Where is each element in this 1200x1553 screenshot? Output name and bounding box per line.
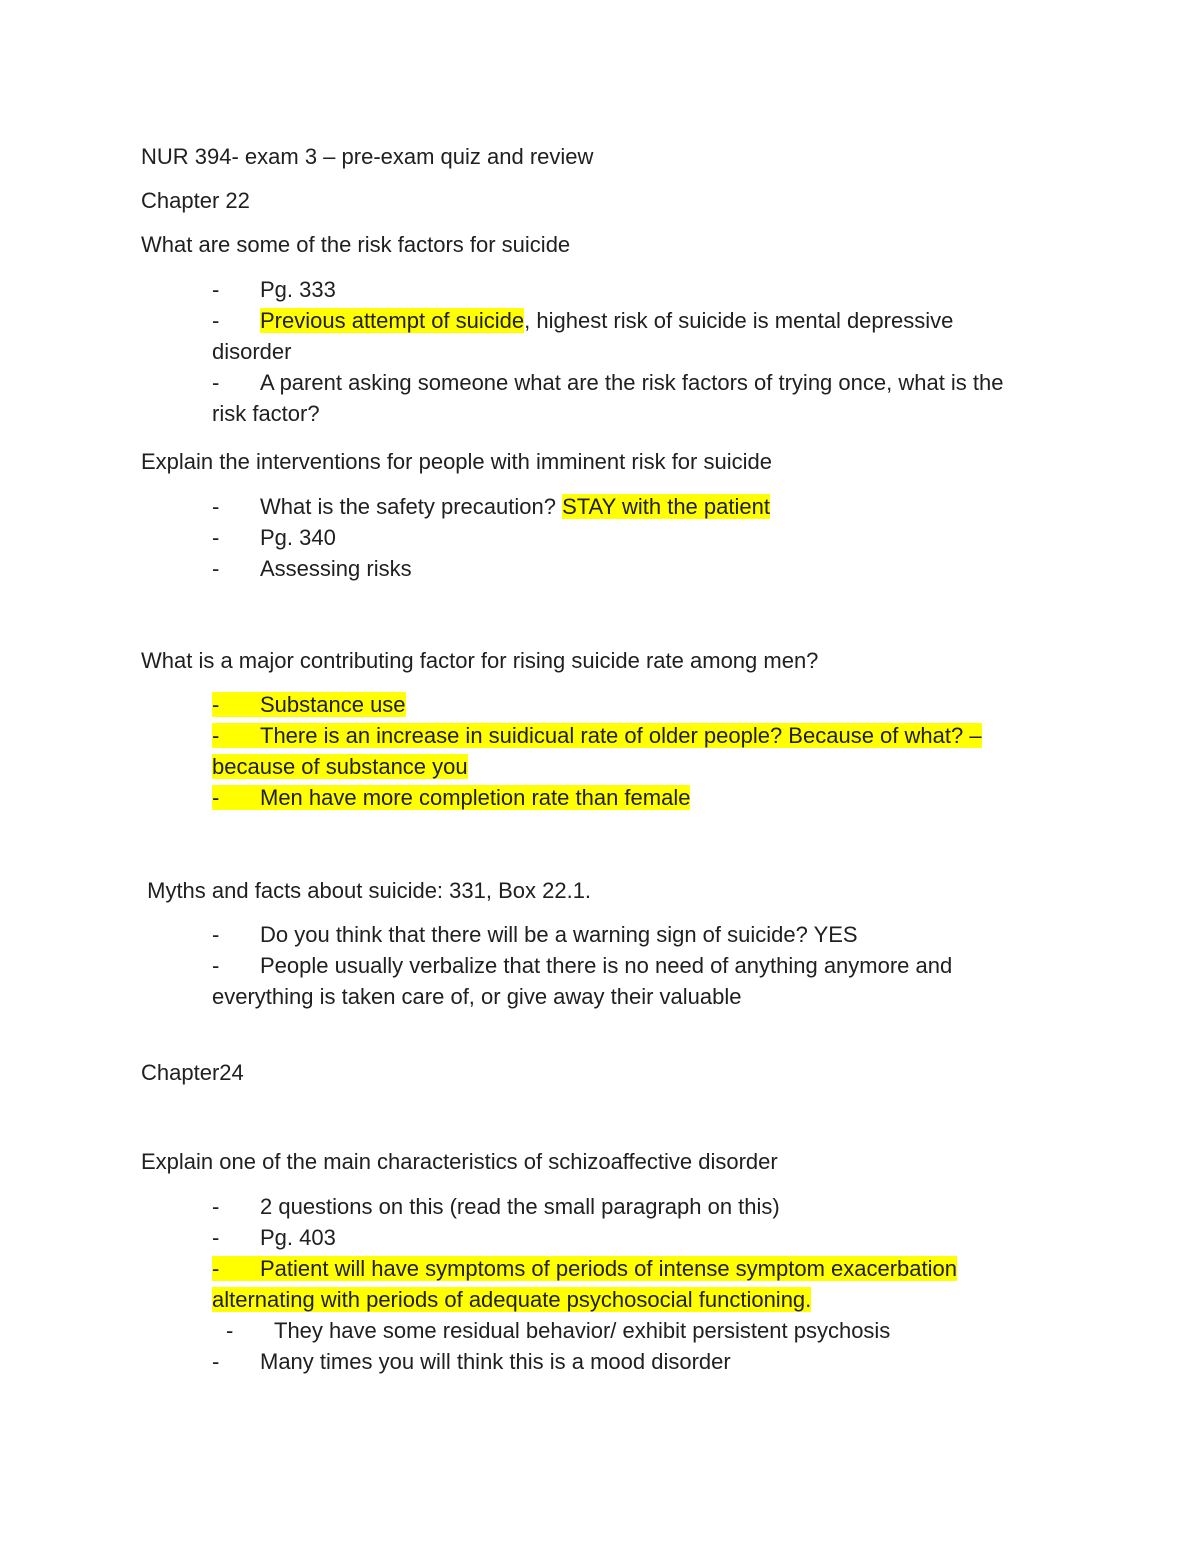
question-schizoaffective: Explain one of the main characteristics of schizoaffective disorder: [141, 1149, 778, 1174]
list-item-text: , highest risk of suicide is mental depressive: [524, 308, 954, 333]
list-item: [212, 919, 1082, 950]
list-item-continuation: everything is taken care of, or give away their valuable: [212, 984, 742, 1009]
document-title: NUR 394- exam 3 – pre-exam quiz and review: [141, 144, 594, 169]
list-item-continuation: risk factor?: [212, 401, 320, 426]
dash-bullet: -: [212, 494, 220, 519]
dash-bullet: -: [212, 1349, 220, 1374]
highlighted-continuation: because of substance you: [212, 754, 468, 779]
list-item-text: What is the safety precaution?: [260, 494, 563, 519]
list-item-text: Many times you will think this is a mood disorder: [260, 1349, 731, 1374]
list-item: [212, 1346, 1082, 1377]
list-item-text: Pg. 340: [260, 525, 336, 550]
highlighted-text: Men have more completion rate than female: [260, 785, 691, 810]
list-item: [212, 1222, 1082, 1253]
list-item: [212, 367, 1082, 429]
list-item-text: Pg. 333: [260, 277, 336, 302]
list-item: [212, 305, 1082, 367]
highlighted-text: Substance use: [260, 692, 406, 717]
highlighted-text: There is an increase in suidicual rate of older people? Because of what? –: [260, 723, 982, 748]
dash-bullet: -: [212, 785, 220, 810]
highlighted-text: Patient will have symptoms of periods of intense symptom exacerbation: [260, 1256, 957, 1281]
dash-bullet: -: [212, 308, 220, 333]
dash-bullet: -: [212, 525, 220, 550]
list-item-text: People usually verbalize that there is no need of anything anymore and: [260, 953, 953, 978]
list-item: [212, 1315, 1082, 1346]
highlighted-continuation: alternating with periods of adequate psychosocial functioning.: [212, 1287, 812, 1312]
list-item-text: They have some residual behavior/ exhibit persistent psychosis: [274, 1318, 891, 1343]
question-men-suicide-rate: What is a major contributing factor for rising suicide rate among men?: [141, 648, 819, 673]
dash-bullet: -: [212, 1225, 220, 1250]
list-item-continuation: disorder: [212, 339, 292, 364]
dash-bullet: -: [212, 370, 220, 395]
highlighted-text: STAY with the patient: [562, 494, 770, 519]
list-item-text: A parent asking someone what are the risk factors of trying once, what is the: [260, 370, 1004, 395]
dash-bullet: -: [212, 277, 220, 302]
interventions-list: [212, 491, 1082, 584]
list-item: [212, 553, 1082, 584]
highlighted-text: Previous attempt of suicide: [260, 308, 525, 333]
question-interventions: Explain the interventions for people with imminent risk for suicide: [141, 449, 772, 474]
list-item-text: Do you think that there will be a warning sign of suicide? YES: [260, 922, 858, 947]
dash-bullet: -: [212, 953, 220, 978]
list-item-text: Assessing risks: [260, 556, 412, 581]
chapter-24-heading: Chapter24: [141, 1060, 244, 1085]
list-item-text: Pg. 403: [260, 1225, 336, 1250]
men-suicide-list: [212, 689, 1082, 813]
schizoaffective-list: [212, 1191, 1082, 1377]
list-item: [212, 782, 1082, 813]
list-item-text: 2 questions on this (read the small paragraph on this): [260, 1194, 780, 1219]
question-risk-factors: What are some of the risk factors for suicide: [141, 232, 571, 257]
dash-bullet: -: [212, 556, 220, 581]
dash-bullet: -: [212, 1256, 220, 1281]
myths-list: [212, 919, 1082, 1012]
list-item: [212, 274, 1082, 305]
list-item: [212, 491, 1082, 522]
list-item: [212, 950, 1082, 1012]
list-item: [212, 689, 1082, 720]
list-item: [212, 720, 1082, 782]
list-item: [212, 1253, 1082, 1315]
dash-bullet: -: [212, 692, 220, 717]
dash-bullet: -: [212, 1194, 220, 1219]
list-item: [212, 522, 1082, 553]
risk-factors-list: [212, 274, 1082, 429]
chapter-22-heading: Chapter 22: [141, 188, 250, 213]
myths-and-facts-heading: Myths and facts about suicide: 331, Box 22.1.: [141, 878, 592, 903]
dash-bullet: -: [212, 723, 220, 748]
list-item: [212, 1191, 1082, 1222]
dash-bullet: -: [212, 922, 220, 947]
dash-bullet: -: [226, 1318, 234, 1343]
